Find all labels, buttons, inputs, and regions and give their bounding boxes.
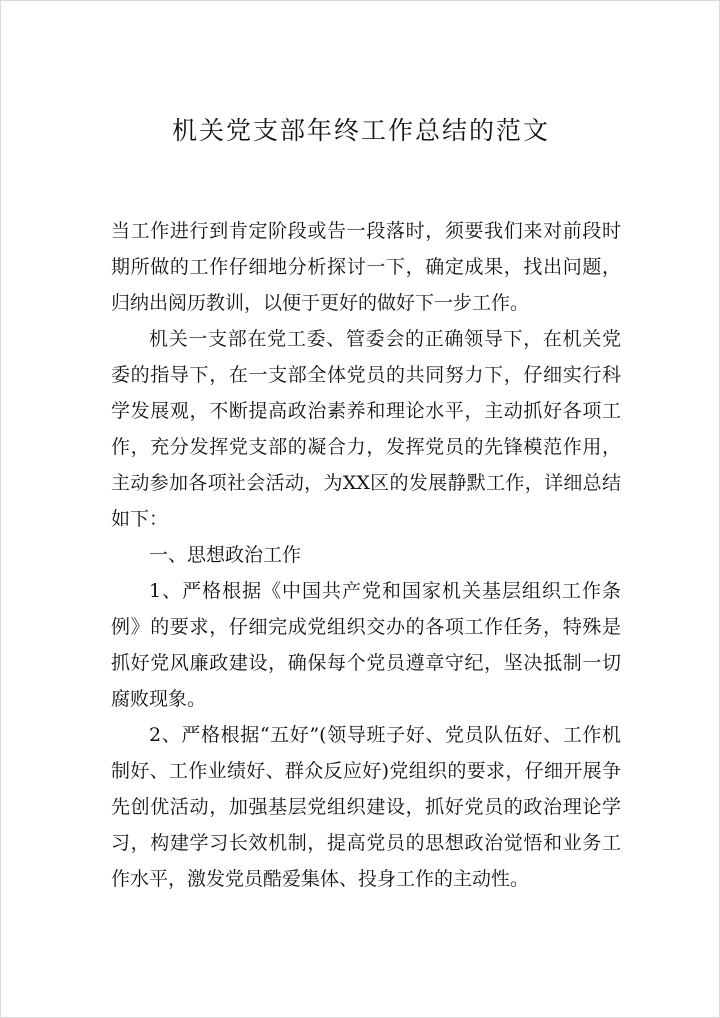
paragraph-summary: 机关一支部在党工委、管委会的正确领导下，在机关党委的指导下，在一支部全体党员的共同努力下，仔细实行科学发展观，不断提高政治素养和理论水平，主动抓好各项工作，充分发挥党支部的凝合力，发挥党员的先锋模范作用，主动参加各项社会活动，为XX区的发展静默工作，详细总结如下：	[111, 328, 621, 530]
paragraph-item-1: 1、严格根据《中国共产党和国家机关基层组织工作条例》的要求，仔细完成党组织交办的各项工作任务，特殊是抓好党风廉政建设，确保每个党员遵章守纪，坚决抵制一切腐败现象。	[111, 580, 621, 710]
section-heading-ideology: 一、思想政治工作	[149, 544, 302, 566]
paragraph-intro: 当工作进行到肯定阶段或告一段落时，须要我们来对前段时期所做的工作仔细地分析探讨一下，确定成果，找出问题，归纳出阅历教训，以便于更好的做好下一步工作。	[111, 220, 621, 314]
document-body	[111, 213, 621, 897]
paragraph-item-2: 2、严格根据“五好”(领导班子好、党员队伍好、工作机制好、工作业绩好、群众反应好)党组织的要求，仔细开展争先创优活动，加强基层党组织建设，抓好党员的政治理论学习，构建学习长效机制，提高党员的思想政治觉悟和业务工作水平，激发党员酷爱集体、投身工作的主动性。	[111, 724, 621, 890]
document-title: 机关党支部年终工作总结的范文	[171, 116, 550, 145]
